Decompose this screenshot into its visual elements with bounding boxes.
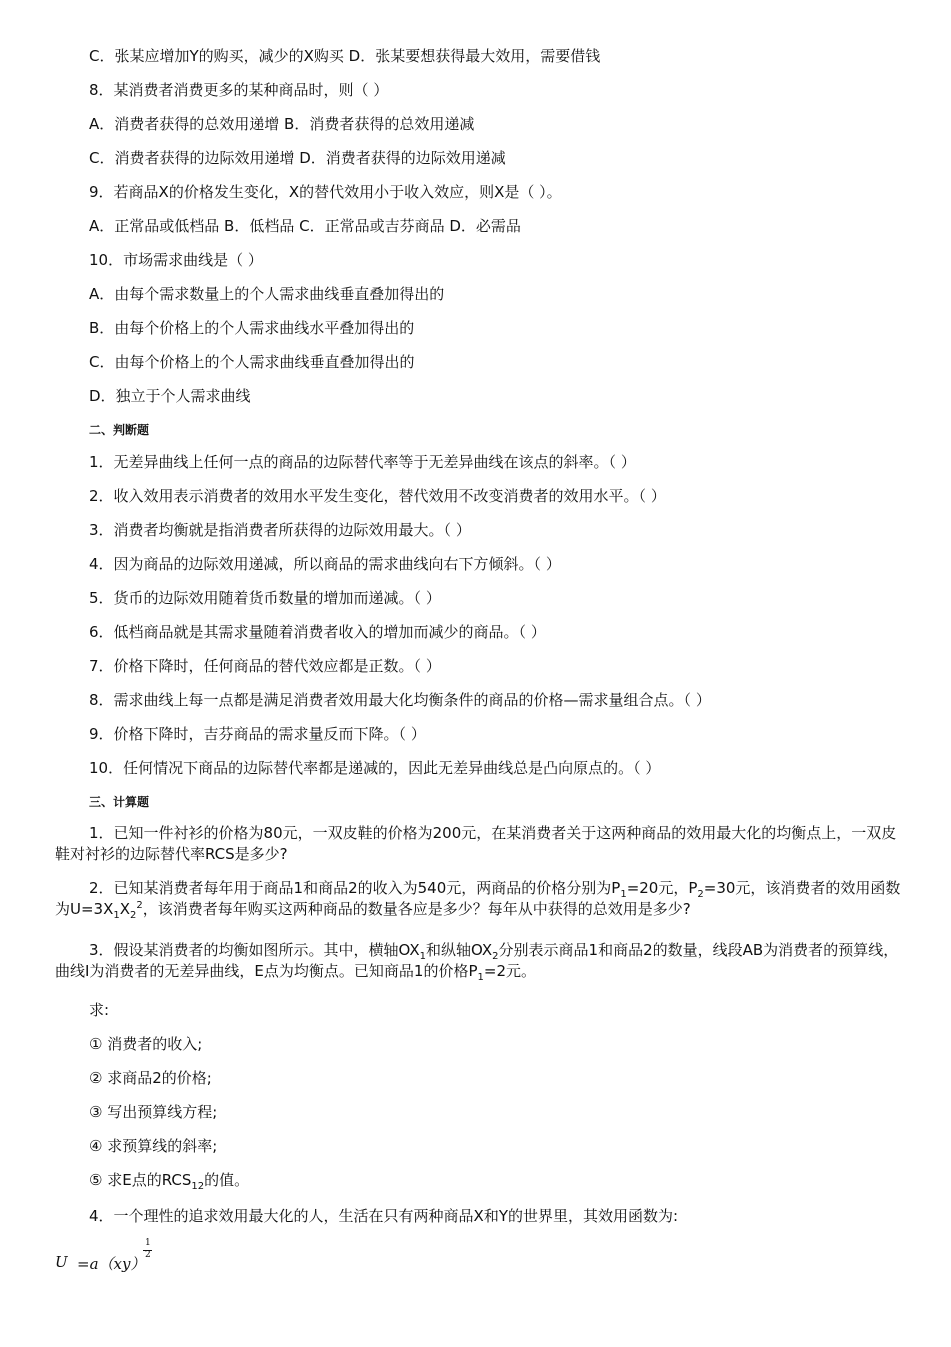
judgment-item: 10．任何情况下商品的边际替代率都是递减的，因此无差异曲线总是凸向原点的。（ ）	[89, 759, 661, 777]
question-line: A．由每个需求数量上的个人需求曲线垂直叠加得出的	[89, 285, 445, 303]
judgment-item: 4．因为商品的边际效用递减，所以商品的需求曲线向右下方倾斜。（ ）	[89, 555, 561, 573]
question-line: 9．若商品X的价格发生变化，X的替代效用小于收入效应，则X是（ ）。	[89, 183, 562, 201]
calc-ask: 求:	[89, 1001, 110, 1019]
question-line: A．正常品或低档品 B．低档品 C．正常品或吉芬商品 D．必需品	[89, 217, 521, 235]
calc-subitem: ② 求商品2的价格;	[89, 1069, 212, 1087]
calc-subitem: ③ 写出预算线方程;	[89, 1103, 218, 1121]
calc-question-3: 3．假设某消费者的均衡如图所示。其中，横轴$OX_1$和纵轴$OX_2$分别表示商品1和商品2的数量，线段AB为消费者的预算线，曲线I为消费者的无差异曲线，E点为均衡点。已知商品1的价格$P_1=2$元。	[55, 941, 899, 983]
question-line: C．张某应增加Y的购买，减少的X购买 D．张某要想获得最大效用，需要借钱	[89, 47, 601, 65]
formula-lhs: U	[55, 1253, 68, 1271]
judgment-item: 3．消费者均衡就是指消费者所获得的边际效用最大。（ ）	[89, 521, 471, 539]
utility-formula	[55, 1240, 255, 1280]
calc-subitem: ④ 求预算线的斜率;	[89, 1137, 218, 1155]
question-line: C．消费者获得的边际效用递增 D．消费者获得的边际效用递减	[89, 149, 506, 167]
formula-exponent-denominator: 2	[145, 1250, 151, 1260]
section-heading: 三、计算题	[89, 795, 150, 809]
judgment-item: 1．无差异曲线上任何一点的商品的边际替代率等于无差异曲线在该点的斜率。（ ）	[89, 453, 636, 471]
question-line: 8．某消费者消费更多的某种商品时，则（ ）	[89, 81, 389, 99]
question-line: D．独立于个人需求曲线	[89, 387, 251, 405]
calc-subitem: ⑤ 求E点的$RCS_{12}$的值。	[89, 1171, 250, 1192]
question-line: B．由每个价格上的个人需求曲线水平叠加得出的	[89, 319, 415, 337]
question-line: 10．市场需求曲线是（ ）	[89, 251, 263, 269]
calc-question-4: 4．一个理性的追求效用最大化的人，生活在只有两种商品X和Y的世界里，其效用函数为:	[89, 1207, 679, 1225]
judgment-item: 8．需求曲线上每一点都是满足消费者效用最大化均衡条件的商品的价格—需求量组合点。（ ）	[89, 691, 711, 709]
judgment-item: 9．价格下降时，吉芬商品的需求量反而下降。（ ）	[89, 725, 426, 743]
judgment-item: 5．货币的边际效用随着货币数量的增加而递减。（ ）	[89, 589, 441, 607]
question-line: A．消费者获得的总效用递增 B．消费者获得的总效用递减	[89, 115, 475, 133]
calc-question-1: 1．已知一件衬衫的价格为80元，一双皮鞋的价格为200元，在某消费者关于这两种商品的效用最大化的均衡点上，一双皮鞋对衬衫的边际替代率RCS是多少?	[55, 824, 897, 863]
calc-subitem: ① 消费者的收入;	[89, 1035, 203, 1053]
judgment-item: 2．收入效用表示消费者的效用水平发生变化，替代效用不改变消费者的效用水平。（ ）	[89, 487, 666, 505]
judgment-item: 7．价格下降时，任何商品的替代效应都是正数。（ ）	[89, 657, 441, 675]
question-line: C．由每个价格上的个人需求曲线垂直叠加得出的	[89, 353, 415, 371]
section-heading: 二、判断题	[89, 423, 150, 437]
calc-question-2: 2．已知某消费者每年用于商品1和商品2的收入为540元，两商品的价格分别为$P_1=20$元，$P_2=30$元，该消费者的效用函数为$U=3X_1X_2^2$，该消费者每年购买这两种商品的数量各应是多少？每年从中获得的总效用是多少?	[55, 879, 901, 921]
formula-exponent-numerator: 1	[145, 1238, 151, 1248]
judgment-item: 6．低档商品就是其需求量随着消费者收入的增加而减少的商品。（ ）	[89, 623, 546, 641]
formula-rhs: =a（xy）	[77, 1255, 146, 1273]
